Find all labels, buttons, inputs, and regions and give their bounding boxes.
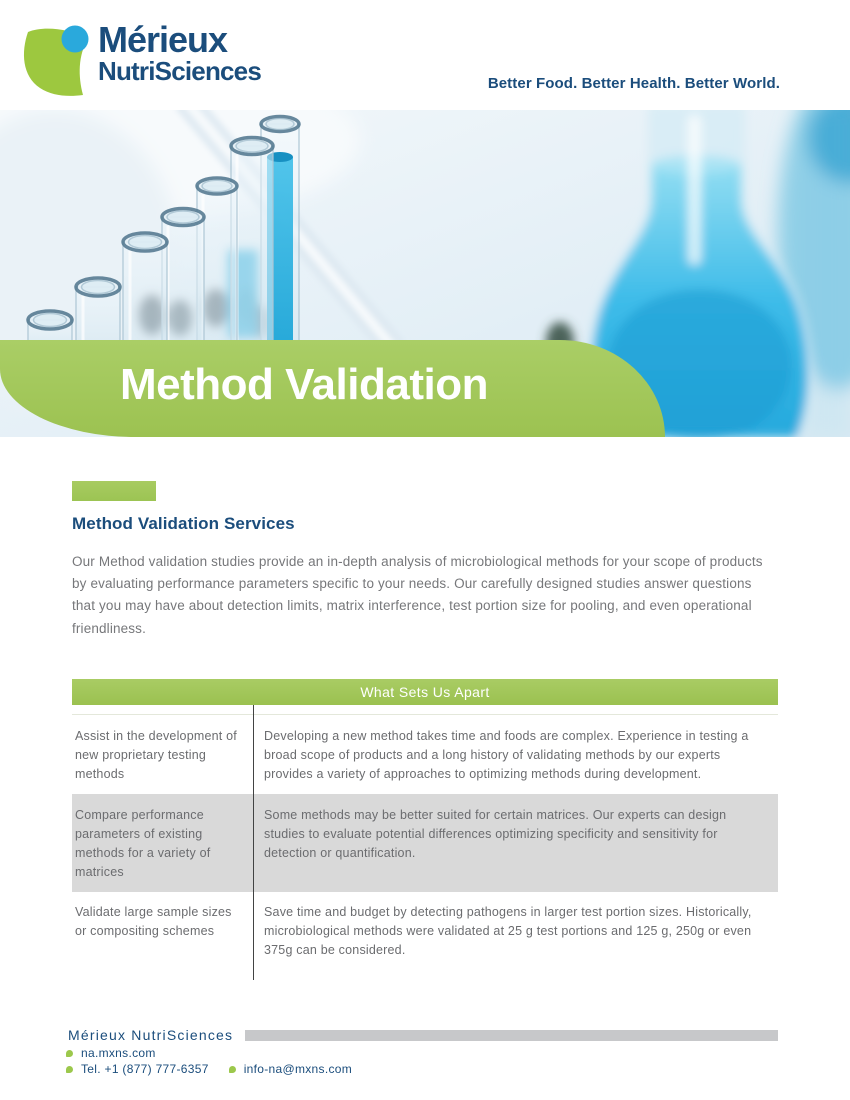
- footer-divider-bar: [245, 1030, 778, 1041]
- table-row-label: Compare performance parameters of existing methods for a variety of matrices: [75, 808, 211, 879]
- phone-number: Tel. +1 (877) 777-6357: [81, 1062, 209, 1076]
- table-row-label: Validate large sample sizes or compositing schemes: [75, 905, 232, 938]
- table-row-description: Save time and budget by detecting pathogens in larger test portion sizes. Historically, microbiological methods were validated at 25 g test portions and 125 g, 250g or even 375g can be considered.: [264, 905, 752, 957]
- footer-website-row: [66, 1046, 156, 1060]
- footer-contact-row: [66, 1062, 352, 1076]
- table-column-divider: [253, 705, 254, 980]
- table-row-description: Developing a new method takes time and foods are complex. Experience in testing a broad scope of products and a long history of validating methods by our experts provides a variety of approaches to optimizing methods during development.: [264, 729, 749, 781]
- bullet-leaf-icon: [66, 1050, 73, 1057]
- intro-paragraph: Our Method validation studies provide an in-depth analysis of microbiological methods for your scope of products by evaluating performance parameters specific to your needs. Our carefully designed studies answer questions that you may have about detection limits, matrix interference, test portion size for pooling, and even operational friendliness.: [72, 554, 763, 636]
- brand-wordmark: [98, 21, 261, 84]
- hero-banner: [0, 340, 665, 437]
- what-sets-us-apart-table: [72, 679, 778, 968]
- website-link[interactable]: na.mxns.com: [81, 1046, 156, 1060]
- logo-dot-icon: [62, 26, 89, 53]
- footer-brand: Mérieux NutriSciences: [68, 1027, 234, 1043]
- page-title: Method Validation: [120, 360, 488, 409]
- table-top-hairline: [72, 714, 778, 715]
- table-row: [72, 892, 778, 968]
- email-link[interactable]: info-na@mxns.com: [243, 1062, 353, 1076]
- brand-tagline: Better Food. Better Health. Better World.: [487, 75, 780, 92]
- table-row-description: Some methods may be better suited for certain matrices. Our experts can design studies to evaluate potential differences optimizing specificity and sensitivity for detection or quantification.: [264, 808, 727, 860]
- bullet-leaf-icon: [229, 1066, 236, 1073]
- bullet-leaf-icon: [66, 1066, 73, 1073]
- green-accent-bar: [72, 481, 156, 501]
- table-body: [72, 705, 778, 968]
- footer: [68, 1027, 778, 1043]
- table-header: What Sets Us Apart: [72, 679, 778, 705]
- table-row-label: Assist in the development of new proprietary testing methods: [75, 729, 237, 781]
- table-row: [72, 705, 778, 794]
- table-row: [72, 794, 778, 892]
- section-heading: Method Validation Services: [72, 514, 295, 533]
- brand-name-line2: NutriSciences: [98, 56, 262, 86]
- brand-name-line1: Mérieux: [98, 19, 228, 60]
